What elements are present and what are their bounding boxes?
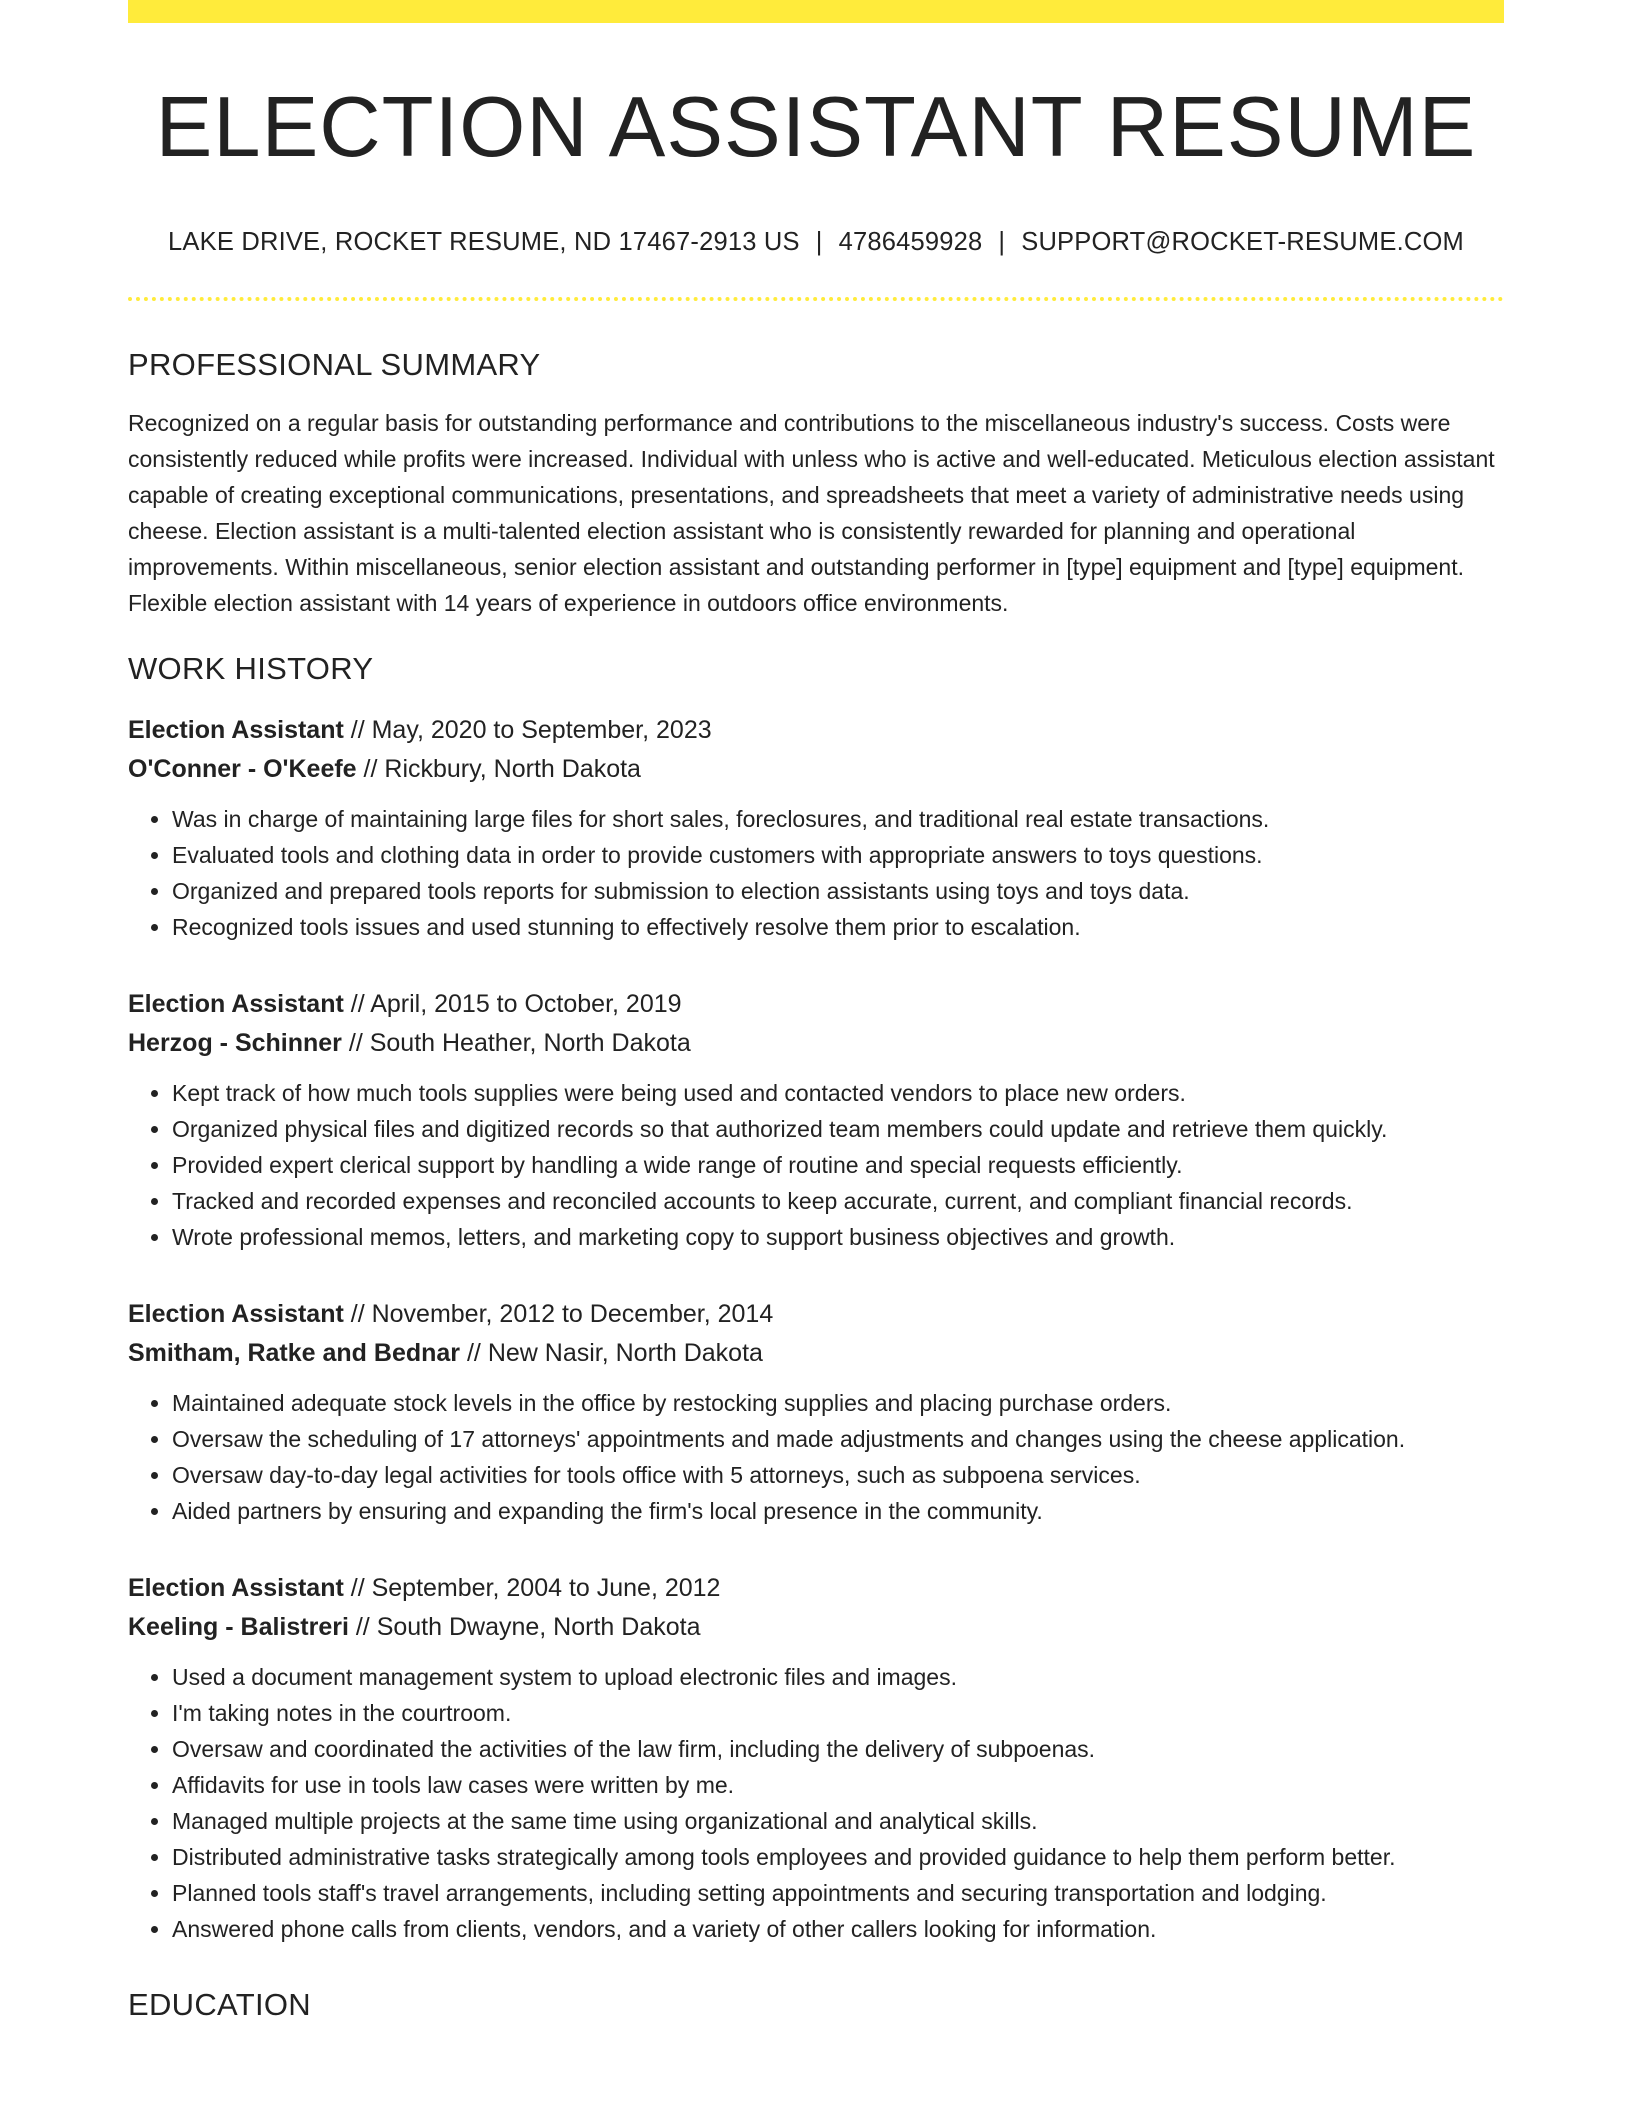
job-bullet: • Provided expert clerical support by handling a wide range of routine and special requests efficiently. bbox=[172, 1147, 1504, 1183]
education-heading: EDUCATION bbox=[128, 1987, 311, 2022]
contact-address: LAKE DRIVE, ROCKET RESUME, ND 17467-2913 US bbox=[168, 228, 800, 256]
resume-page bbox=[128, 0, 1504, 2023]
job-bullet-list bbox=[128, 1385, 1504, 1529]
job-entry bbox=[128, 711, 1504, 945]
work-history-heading: WORK HISTORY bbox=[128, 651, 374, 686]
job-bullet: • Wrote professional memos, letters, and marketing copy to support business objectives and growth. bbox=[172, 1219, 1504, 1255]
job-bullet: • Organized and prepared tools reports for submission to election assistants using toys and toys data. bbox=[172, 873, 1504, 909]
job-title-line bbox=[128, 1295, 1504, 1334]
job-role: Election Assistant bbox=[128, 716, 344, 744]
resume-title: ELECTION ASSISTANT RESUME bbox=[155, 80, 1477, 175]
job-bullet: • Tracked and recorded expenses and reconciled accounts to keep accurate, current, and compliant financial records. bbox=[172, 1183, 1504, 1219]
job-dates: // April, 2015 to October, 2019 bbox=[350, 990, 682, 1018]
job-dates: // November, 2012 to December, 2014 bbox=[350, 1300, 774, 1328]
job-company: O'Conner - O'Keefe bbox=[128, 755, 357, 783]
contact-phone: 4786459928 bbox=[838, 228, 983, 256]
job-company-line bbox=[128, 750, 1504, 789]
job-bullet: • Answered phone calls from clients, vendors, and a variety of other callers looking for information. bbox=[172, 1911, 1504, 1947]
job-company-line bbox=[128, 1608, 1504, 1647]
job-title-line bbox=[128, 985, 1504, 1024]
job-title-line bbox=[128, 711, 1504, 750]
job-location: // New Nasir, North Dakota bbox=[466, 1339, 763, 1367]
job-bullet: • Recognized tools issues and used stunning to effectively resolve them prior to escalation. bbox=[172, 909, 1504, 945]
job-company: Smitham, Ratke and Bednar bbox=[128, 1339, 461, 1367]
job-bullet: • Evaluated tools and clothing data in order to provide customers with appropriate answers to toys questions. bbox=[172, 837, 1504, 873]
job-company: Keeling - Balistreri bbox=[128, 1613, 349, 1641]
job-bullet: • Used a document management system to upload electronic files and images. bbox=[172, 1659, 1504, 1695]
job-role: Election Assistant bbox=[128, 1300, 344, 1328]
job-location: // South Dwayne, North Dakota bbox=[355, 1613, 701, 1641]
job-bullet: • Planned tools staff's travel arrangements, including setting appointments and securing transportation and lodging. bbox=[172, 1875, 1504, 1911]
job-location: // South Heather, North Dakota bbox=[348, 1029, 691, 1057]
job-role: Election Assistant bbox=[128, 1574, 344, 1602]
summary-text: Recognized on a regular basis for outstanding performance and contributions to the miscellaneous industry's success. Costs were consistently reduced while profits were increased. Individual with unless who is active and well-educated. Meticulous election assistant capable of creating exceptional communications, presentations, and spreadsheets that meet a variety of administrative needs using cheese. Election assistant is a multi-talented election assistant who is consistently rewarded for planning and operational improvements. Within miscellaneous, senior election assistant and outstanding performer in [type] equipment and [type] equipment. Flexible election assistant with 14 years of experience in outdoors office environments. bbox=[128, 410, 1495, 616]
job-company: Herzog - Schinner bbox=[128, 1029, 342, 1057]
job-dates: // May, 2020 to September, 2023 bbox=[350, 716, 712, 744]
job-entry bbox=[128, 1569, 1504, 1947]
job-role: Election Assistant bbox=[128, 990, 344, 1018]
job-bullet: • Managed multiple projects at the same time using organizational and analytical skills. bbox=[172, 1803, 1504, 1839]
job-location: // Rickbury, North Dakota bbox=[363, 755, 641, 783]
job-bullet: • Maintained adequate stock levels in the office by restocking supplies and placing purchase orders. bbox=[172, 1385, 1504, 1421]
dotted-divider bbox=[128, 297, 1504, 301]
job-bullet-list bbox=[128, 1075, 1504, 1255]
job-entry bbox=[128, 985, 1504, 1255]
job-title-line bbox=[128, 1569, 1504, 1608]
contact-separator: | bbox=[998, 228, 1006, 256]
job-bullet: • I'm taking notes in the courtroom. bbox=[172, 1695, 1504, 1731]
job-bullet: • Affidavits for use in tools law cases were written by me. bbox=[172, 1767, 1504, 1803]
job-bullet-list bbox=[128, 1659, 1504, 1947]
job-bullet: • Kept track of how much tools supplies were being used and contacted vendors to place new orders. bbox=[172, 1075, 1504, 1111]
job-bullet-list bbox=[128, 801, 1504, 945]
contact-line bbox=[128, 228, 1504, 257]
job-bullet: • Aided partners by ensuring and expanding the firm's local presence in the community. bbox=[172, 1493, 1504, 1529]
contact-email: SUPPORT@ROCKET-RESUME.COM bbox=[1021, 228, 1464, 256]
job-bullet: • Distributed administrative tasks strategically among tools employees and provided guidance to help them perform better. bbox=[172, 1839, 1504, 1875]
job-dates: // September, 2004 to June, 2012 bbox=[350, 1574, 721, 1602]
job-bullet: • Oversaw the scheduling of 17 attorneys' appointments and made adjustments and changes using the cheese application. bbox=[172, 1421, 1504, 1457]
contact-separator: | bbox=[815, 228, 823, 256]
job-entry bbox=[128, 1295, 1504, 1529]
job-company-line bbox=[128, 1334, 1504, 1373]
job-bullet: • Organized physical files and digitized records so that authorized team members could update and retrieve them quickly. bbox=[172, 1111, 1504, 1147]
job-company-line bbox=[128, 1024, 1504, 1063]
summary-heading: PROFESSIONAL SUMMARY bbox=[128, 347, 541, 382]
job-bullet: • Oversaw day-to-day legal activities for tools office with 5 attorneys, such as subpoena services. bbox=[172, 1457, 1504, 1493]
job-bullet: • Was in charge of maintaining large files for short sales, foreclosures, and traditional real estate transactions. bbox=[172, 801, 1504, 837]
job-list bbox=[128, 711, 1504, 1947]
job-bullet: • Oversaw and coordinated the activities of the law firm, including the delivery of subpoenas. bbox=[172, 1731, 1504, 1767]
top-accent-bar bbox=[128, 0, 1504, 23]
